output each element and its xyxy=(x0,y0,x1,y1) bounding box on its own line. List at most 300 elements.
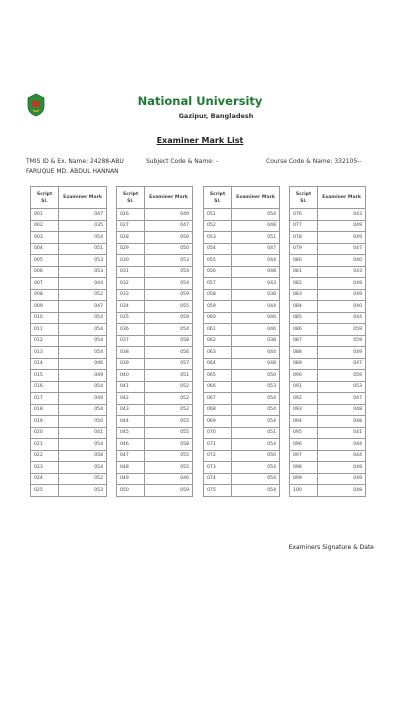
table-row xyxy=(117,301,193,313)
script-sl-cell: 038 xyxy=(117,347,145,359)
examiner-mark-cell: 054 xyxy=(59,312,107,324)
script-sl-cell: 059 xyxy=(204,301,232,313)
examiner-mark-cell: 054 xyxy=(59,462,107,474)
examiner-mark-cell: 054 xyxy=(59,439,107,451)
examiner-mark-cell: 048 xyxy=(318,485,366,497)
table-row xyxy=(204,427,280,439)
script-sl-cell: 005 xyxy=(31,255,59,267)
examiner-mark-cell: 049 xyxy=(318,473,366,485)
examiner-mark-cell: 054 xyxy=(232,473,280,485)
examiner-mark-cell: 055 xyxy=(145,416,193,428)
script-sl-cell: 065 xyxy=(204,370,232,382)
examiner-mark-cell: 055 xyxy=(145,301,193,313)
examiner-mark-cell: 046 xyxy=(59,358,107,370)
script-sl-header: Script Sl. xyxy=(117,187,145,209)
examiner-mark-cell: 048 xyxy=(232,358,280,370)
university-name: National University xyxy=(137,94,263,108)
examiner-mark-cell: 043 xyxy=(232,278,280,290)
table-row xyxy=(204,335,280,347)
table-row xyxy=(290,370,366,382)
examiner-mark-cell: 050 xyxy=(232,370,280,382)
table-row xyxy=(290,301,366,313)
table-row xyxy=(117,312,193,324)
examiner-mark-cell: 047 xyxy=(318,393,366,405)
examiner-mark-cell: 059 xyxy=(145,312,193,324)
examiner-mark-cell: 050 xyxy=(145,232,193,244)
examiner-mark-cell: 049 xyxy=(318,232,366,244)
table-row xyxy=(31,278,107,290)
table-row xyxy=(31,485,107,497)
table-row xyxy=(204,404,280,416)
mark-table-1 xyxy=(30,186,107,497)
script-sl-cell: 100 xyxy=(290,485,318,497)
script-sl-cell: 040 xyxy=(117,370,145,382)
examiner-mark-cell: 048 xyxy=(232,266,280,278)
table-row xyxy=(31,301,107,313)
table-row xyxy=(290,450,366,462)
script-sl-cell: 031 xyxy=(117,266,145,278)
script-sl-cell: 077 xyxy=(290,220,318,232)
script-sl-cell: 052 xyxy=(204,220,232,232)
script-sl-header: Script Sl. xyxy=(31,187,59,209)
examiner-mark-cell: 054 xyxy=(232,416,280,428)
table-row xyxy=(31,312,107,324)
script-sl-cell: 060 xyxy=(204,312,232,324)
table-row xyxy=(290,278,366,290)
table-row xyxy=(31,427,107,439)
mark-table-3 xyxy=(203,186,280,497)
table-row xyxy=(31,209,107,221)
script-sl-cell: 094 xyxy=(290,416,318,428)
examiner-mark-cell: 048 xyxy=(318,404,366,416)
script-sl-cell: 013 xyxy=(31,347,59,359)
table-row xyxy=(31,393,107,405)
script-sl-cell: 066 xyxy=(204,381,232,393)
examiner-mark-cell: 044 xyxy=(232,347,280,359)
table-row xyxy=(204,266,280,278)
examiner-mark-cell: 038 xyxy=(232,335,280,347)
examiner-mark-cell: 047 xyxy=(232,243,280,255)
script-sl-cell: 026 xyxy=(117,209,145,221)
table-row xyxy=(31,255,107,267)
examiner-mark-cell: 051 xyxy=(145,370,193,382)
table-row xyxy=(31,358,107,370)
script-sl-cell: 068 xyxy=(204,404,232,416)
examiner-mark-header: Examiner Mark xyxy=(318,187,366,209)
examiner-mark-cell: 059 xyxy=(318,370,366,382)
examiner-mark-cell: 058 xyxy=(145,439,193,451)
examiner-mark-cell: 058 xyxy=(59,450,107,462)
script-sl-cell: 029 xyxy=(117,243,145,255)
table-row xyxy=(117,473,193,485)
examiner-mark-cell: 035 xyxy=(59,220,107,232)
script-sl-cell: 039 xyxy=(117,358,145,370)
script-sl-cell: 084 xyxy=(290,301,318,313)
examiner-mark-cell: 051 xyxy=(232,232,280,244)
script-sl-cell: 037 xyxy=(117,335,145,347)
table-row xyxy=(290,462,366,474)
examiner-mark-cell: 054 xyxy=(59,404,107,416)
examiner-mark-cell: 050 xyxy=(232,450,280,462)
examiner-mark-cell: 049 xyxy=(59,393,107,405)
examiner-mark-cell: 040 xyxy=(318,255,366,267)
examiner-mark-cell: 044 xyxy=(232,301,280,313)
table-row xyxy=(204,416,280,428)
table-row xyxy=(204,232,280,244)
script-sl-cell: 003 xyxy=(31,232,59,244)
examiner-mark-cell: 044 xyxy=(318,439,366,451)
script-sl-cell: 093 xyxy=(290,404,318,416)
table-row xyxy=(290,404,366,416)
table-row xyxy=(204,289,280,301)
examiner-mark-cell: 053 xyxy=(59,266,107,278)
table-row xyxy=(290,232,366,244)
table-row xyxy=(204,312,280,324)
table-row xyxy=(117,347,193,359)
table-row xyxy=(290,289,366,301)
university-address: Gazipur, Bangladesh xyxy=(178,112,254,120)
examiner-mark-cell: 049 xyxy=(59,370,107,382)
examiner-mark-cell: 044 xyxy=(232,255,280,267)
script-sl-cell: 021 xyxy=(31,439,59,451)
script-sl-cell: 069 xyxy=(204,416,232,428)
table-row xyxy=(31,335,107,347)
script-sl-cell: 042 xyxy=(117,393,145,405)
examiner-name: FARUQUE MD. ABDUL HANNAN xyxy=(26,168,119,175)
examiner-mark-cell: 050 xyxy=(145,243,193,255)
table-row xyxy=(290,266,366,278)
table-row xyxy=(204,220,280,232)
script-sl-cell: 055 xyxy=(204,255,232,267)
table-row xyxy=(117,209,193,221)
examiner-mark-cell: 054 xyxy=(232,485,280,497)
script-sl-cell: 022 xyxy=(31,450,59,462)
table-row xyxy=(117,370,193,382)
table-row xyxy=(117,255,193,267)
script-sl-cell: 099 xyxy=(290,473,318,485)
examiner-mark-cell: 054 xyxy=(232,404,280,416)
table-row xyxy=(117,335,193,347)
table-row xyxy=(204,278,280,290)
page-title: Examiner Mark List xyxy=(156,136,244,145)
script-sl-cell: 076 xyxy=(290,209,318,221)
table-row xyxy=(290,347,366,359)
examiner-mark-cell: 043 xyxy=(318,266,366,278)
script-sl-header: Script Sl. xyxy=(204,187,232,209)
script-sl-cell: 070 xyxy=(204,427,232,439)
examiner-mark-cell: 046 xyxy=(145,473,193,485)
table-row xyxy=(117,450,193,462)
script-sl-cell: 044 xyxy=(117,416,145,428)
table-row xyxy=(290,485,366,497)
examiner-mark-cell: 054 xyxy=(59,324,107,336)
table-row xyxy=(31,324,107,336)
script-sl-cell: 051 xyxy=(204,209,232,221)
table-row xyxy=(31,220,107,232)
examiner-mark-cell: 053 xyxy=(232,381,280,393)
table-row xyxy=(290,324,366,336)
examiner-mark-cell: 054 xyxy=(145,324,193,336)
table-row xyxy=(31,381,107,393)
table-row xyxy=(290,335,366,347)
table-row xyxy=(290,393,366,405)
table-row xyxy=(204,462,280,474)
table-row xyxy=(31,232,107,244)
examiner-mark-cell: 041 xyxy=(59,427,107,439)
examiner-mark-header: Examiner Mark xyxy=(232,187,280,209)
examiner-mark-cell: 047 xyxy=(59,209,107,221)
script-sl-cell: 016 xyxy=(31,381,59,393)
examiner-mark-cell: 049 xyxy=(318,220,366,232)
table-row xyxy=(117,381,193,393)
script-sl-cell: 090 xyxy=(290,370,318,382)
tims-id: TMIS ID & Ex. Name: 24288-ABU xyxy=(26,158,124,165)
script-sl-cell: 083 xyxy=(290,289,318,301)
examiner-mark-cell: 056 xyxy=(145,347,193,359)
table-row xyxy=(31,266,107,278)
script-sl-cell: 028 xyxy=(117,232,145,244)
script-sl-cell: 048 xyxy=(117,462,145,474)
examiner-mark-cell: 059 xyxy=(145,289,193,301)
table-row xyxy=(31,347,107,359)
examiner-mark-cell: 041 xyxy=(318,427,366,439)
script-sl-cell: 047 xyxy=(117,450,145,462)
script-sl-cell: 072 xyxy=(204,450,232,462)
script-sl-cell: 002 xyxy=(31,220,59,232)
table-row xyxy=(204,243,280,255)
script-sl-cell: 008 xyxy=(31,289,59,301)
examiner-mark-cell: 040 xyxy=(318,301,366,313)
script-sl-cell: 062 xyxy=(204,335,232,347)
script-sl-cell: 045 xyxy=(117,427,145,439)
script-sl-cell: 043 xyxy=(117,404,145,416)
script-sl-cell: 049 xyxy=(117,473,145,485)
script-sl-cell: 091 xyxy=(290,381,318,393)
script-sl-cell: 010 xyxy=(31,312,59,324)
table-row xyxy=(290,473,366,485)
script-sl-cell: 015 xyxy=(31,370,59,382)
examiner-mark-cell: 046 xyxy=(232,312,280,324)
examiner-mark-cell: 054 xyxy=(145,278,193,290)
examiner-mark-cell: 055 xyxy=(145,462,193,474)
table-row xyxy=(204,358,280,370)
script-sl-cell: 054 xyxy=(204,243,232,255)
table-row xyxy=(290,439,366,451)
table-row xyxy=(204,473,280,485)
script-sl-cell: 092 xyxy=(290,393,318,405)
script-sl-cell: 085 xyxy=(290,312,318,324)
examiner-mark-cell: 049 xyxy=(318,278,366,290)
script-sl-cell: 020 xyxy=(31,427,59,439)
examiner-mark-cell: 052 xyxy=(59,473,107,485)
examiner-mark-cell: 055 xyxy=(145,450,193,462)
script-sl-cell: 018 xyxy=(31,404,59,416)
examiner-signature-label: Examiners Signature & Date xyxy=(288,544,374,551)
table-row xyxy=(31,450,107,462)
examiner-mark-cell: 053 xyxy=(59,255,107,267)
table-row xyxy=(290,255,366,267)
examiner-mark-cell: 049 xyxy=(318,289,366,301)
examiner-mark-cell: 059 xyxy=(145,485,193,497)
examiner-mark-cell: 055 xyxy=(145,427,193,439)
script-sl-cell: 024 xyxy=(31,473,59,485)
table-row xyxy=(31,370,107,382)
table-row xyxy=(204,324,280,336)
script-sl-cell: 032 xyxy=(117,278,145,290)
examiner-mark-cell: 052 xyxy=(145,404,193,416)
table-row xyxy=(204,255,280,267)
examiner-mark-cell: 052 xyxy=(59,289,107,301)
table-row xyxy=(290,416,366,428)
table-row xyxy=(204,381,280,393)
examiner-mark-cell: 044 xyxy=(318,450,366,462)
examiner-mark-cell: 054 xyxy=(232,393,280,405)
table-row xyxy=(204,209,280,221)
examiner-mark-cell: 053 xyxy=(318,381,366,393)
script-sl-cell: 041 xyxy=(117,381,145,393)
table-row xyxy=(31,462,107,474)
examiner-mark-cell: 054 xyxy=(59,232,107,244)
table-row xyxy=(117,243,193,255)
examiner-mark-cell: 054 xyxy=(232,209,280,221)
table-row xyxy=(31,243,107,255)
examiner-mark-cell: 044 xyxy=(318,312,366,324)
script-sl-cell: 007 xyxy=(31,278,59,290)
script-sl-cell: 036 xyxy=(117,324,145,336)
script-sl-cell: 019 xyxy=(31,416,59,428)
script-sl-cell: 074 xyxy=(204,473,232,485)
script-sl-cell: 087 xyxy=(290,335,318,347)
examiner-mark-cell: 054 xyxy=(232,462,280,474)
table-row xyxy=(290,358,366,370)
script-sl-cell: 081 xyxy=(290,266,318,278)
table-row xyxy=(117,485,193,497)
script-sl-cell: 025 xyxy=(31,485,59,497)
table-row xyxy=(204,347,280,359)
table-row xyxy=(290,220,366,232)
script-sl-cell: 001 xyxy=(31,209,59,221)
table-row xyxy=(117,232,193,244)
examiner-mark-cell: 044 xyxy=(59,278,107,290)
examiner-mark-cell: 051 xyxy=(232,427,280,439)
table-row xyxy=(117,278,193,290)
examiner-mark-cell: 049 xyxy=(145,209,193,221)
table-row xyxy=(290,312,366,324)
mark-table-4 xyxy=(289,186,366,497)
examiner-mark-cell: 058 xyxy=(145,335,193,347)
script-sl-cell: 034 xyxy=(117,301,145,313)
script-sl-cell: 096 xyxy=(290,439,318,451)
script-sl-header: Script Sl. xyxy=(290,187,318,209)
table-row xyxy=(117,439,193,451)
script-sl-cell: 050 xyxy=(117,485,145,497)
script-sl-cell: 056 xyxy=(204,266,232,278)
script-sl-cell: 097 xyxy=(290,450,318,462)
table-row xyxy=(31,404,107,416)
table-row xyxy=(117,427,193,439)
examiner-mark-cell: 059 xyxy=(318,324,366,336)
examiner-mark-cell: 054 xyxy=(59,381,107,393)
script-sl-cell: 061 xyxy=(204,324,232,336)
table-row xyxy=(117,266,193,278)
script-sl-cell: 012 xyxy=(31,335,59,347)
script-sl-cell: 082 xyxy=(290,278,318,290)
table-row xyxy=(290,427,366,439)
script-sl-cell: 086 xyxy=(290,324,318,336)
script-sl-cell: 053 xyxy=(204,232,232,244)
examiner-mark-cell: 049 xyxy=(318,347,366,359)
examiner-mark-cell: 048 xyxy=(318,416,366,428)
script-sl-cell: 004 xyxy=(31,243,59,255)
examiner-mark-cell: 049 xyxy=(318,462,366,474)
examiner-mark-cell: 047 xyxy=(59,301,107,313)
examiner-mark-cell: 053 xyxy=(59,485,107,497)
table-row xyxy=(204,370,280,382)
table-row xyxy=(117,358,193,370)
table-row xyxy=(204,301,280,313)
script-sl-cell: 075 xyxy=(204,485,232,497)
script-sl-cell: 017 xyxy=(31,393,59,405)
script-sl-cell: 073 xyxy=(204,462,232,474)
table-row xyxy=(204,439,280,451)
script-sl-cell: 079 xyxy=(290,243,318,255)
examiner-mark-cell: 054 xyxy=(59,335,107,347)
examiner-mark-cell: 050 xyxy=(59,416,107,428)
script-sl-cell: 080 xyxy=(290,255,318,267)
script-sl-cell: 035 xyxy=(117,312,145,324)
script-sl-cell: 071 xyxy=(204,439,232,451)
examiner-mark-header: Examiner Mark xyxy=(145,187,193,209)
table-row xyxy=(117,416,193,428)
script-sl-cell: 006 xyxy=(31,266,59,278)
examiner-mark-cell: 052 xyxy=(145,393,193,405)
examiner-mark-cell: 057 xyxy=(145,358,193,370)
script-sl-cell: 078 xyxy=(290,232,318,244)
table-row xyxy=(117,289,193,301)
examiner-mark-cell: 046 xyxy=(232,324,280,336)
table-row xyxy=(290,243,366,255)
mark-table-2 xyxy=(116,186,193,497)
examiner-mark-cell: 053 xyxy=(145,255,193,267)
script-sl-cell: 046 xyxy=(117,439,145,451)
examiner-mark-cell: 047 xyxy=(318,358,366,370)
table-row xyxy=(290,209,366,221)
table-row xyxy=(31,289,107,301)
script-sl-cell: 033 xyxy=(117,289,145,301)
script-sl-cell: 027 xyxy=(117,220,145,232)
examiner-mark-cell: 052 xyxy=(145,381,193,393)
script-sl-cell: 011 xyxy=(31,324,59,336)
table-row xyxy=(117,462,193,474)
table-row xyxy=(117,220,193,232)
examiner-mark-cell: 038 xyxy=(232,289,280,301)
script-sl-cell: 014 xyxy=(31,358,59,370)
table-row xyxy=(117,404,193,416)
table-row xyxy=(204,393,280,405)
table-row xyxy=(31,416,107,428)
script-sl-cell: 057 xyxy=(204,278,232,290)
examiner-mark-cell: 048 xyxy=(232,220,280,232)
script-sl-cell: 067 xyxy=(204,393,232,405)
script-sl-cell: 095 xyxy=(290,427,318,439)
examiner-mark-cell: 054 xyxy=(59,347,107,359)
script-sl-cell: 088 xyxy=(290,347,318,359)
course-code: Course Code & Name: 332105-- xyxy=(266,158,362,165)
script-sl-cell: 009 xyxy=(31,301,59,313)
script-sl-cell: 064 xyxy=(204,358,232,370)
examiner-mark-cell: 047 xyxy=(318,243,366,255)
table-row xyxy=(31,473,107,485)
